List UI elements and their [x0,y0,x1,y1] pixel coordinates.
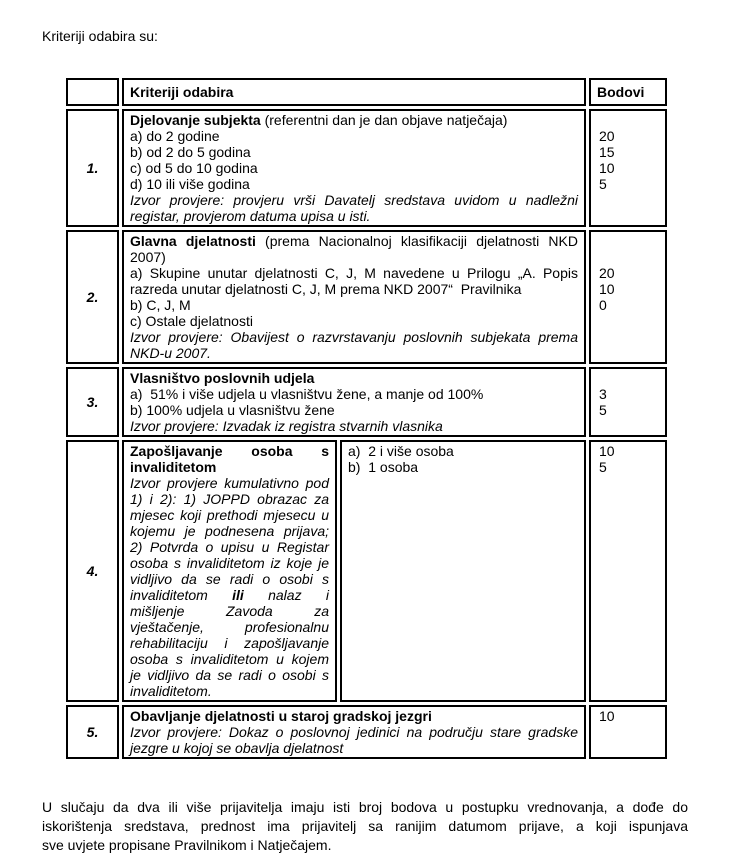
criterion-title: Djelovanje subjekta (referentni dan je dan objave natječaja) [130,112,508,128]
criteria-table [63,75,670,762]
header-criteria-cell: Kriteriji odabira [122,78,586,106]
source-note: Izvor provjere: provjeru vrši Davatelj sredstava uvidom u nadležni [130,192,578,208]
row-number: 4. [66,440,119,702]
source-note: Izvor provjere kumulativno pod [130,475,329,491]
points-value: 10 [599,160,615,176]
points-value: 0 [599,297,607,313]
intro-text: Kriteriji odabira su: [42,28,158,44]
footer-line: sve uvjete propisane Pravilnikom i Natječajem. [42,837,332,853]
points-cell [589,440,667,702]
criterion-option: b) 100% udjela u vlasništvu žene [130,402,335,418]
points-value: 20 [599,265,615,281]
row-number: 5. [66,705,119,759]
source-note: vještačenje, profesionalnu [130,619,329,635]
source-note: je vidljivo da se radi o osobi s [130,667,329,683]
footer-line: U slučaju da dva ili više prijavitelja imaju isti broj bodova u postupku vrednovanja, a dođe do [42,799,688,815]
source-note: 1) i 2): 1) JOPPD obrazac za [130,491,329,507]
table-row [66,705,667,759]
criterion-option: b) C, J, M [130,297,191,313]
points-value: 5 [599,176,607,192]
points-value: 3 [599,386,607,402]
criteria-cell [122,230,586,364]
source-note: invaliditetom ili nalaz i [130,587,329,603]
source-note: Izvor provjere: Dokaz o poslovnoj jedinici na području stare gradske [130,724,578,740]
criterion-option: d) 10 ili više godina [130,176,250,192]
source-note: invaliditetom. [130,683,212,699]
criterion-title: Zapošljavanje osoba s [130,443,329,459]
points-value: 5 [599,459,607,475]
criterion-option: a) Skupine unutar djelatnosti C, J, M navedene u Prilogu „A. Popis [130,265,578,281]
source-note: mjesec koji prethodi mjesecu u [130,507,329,523]
header-points-cell: Bodovi [589,78,667,106]
criterion-title: Vlasništvo poslovnih udjela [130,370,315,386]
criterion-option: a) 2 i više osoba [348,443,454,459]
criterion-title: invaliditetom [130,459,217,475]
row-number: 3. [66,367,119,437]
points-cell [589,367,667,437]
criterion-title: Glavna djelatnosti (prema Nacionalnoj klasifikaciji djelatnosti NKD [130,233,578,249]
source-note: osoba s invaliditetom u kojem [130,651,329,667]
criterion-option: razreda unutar djelatnosti C, J, M prema NKD 2007“ Pravilnika [130,281,522,297]
points-value: 15 [599,144,615,160]
points-cell [589,705,667,759]
criterion-option: c) Ostale djelatnosti [130,313,253,329]
criteria-cell [122,109,586,227]
criterion-title: Obavljanje djelatnosti u staroj gradskoj jezgri [130,708,432,724]
criterion-title: 2007) [130,249,166,265]
criterion-option: b) od 2 do 5 godina [130,144,251,160]
criterion-option: c) od 5 do 10 godina [130,160,258,176]
source-note: NKD-u 2007. [130,345,211,361]
source-note: rehabilitaciju i zapošljavanje [130,635,329,651]
source-note: 2) Potvrda o upisu u Registar [130,539,329,555]
points-value: 20 [599,128,615,144]
criterion-option: b) 1 osoba [348,459,419,475]
row-number: 2. [66,230,119,364]
footer-paragraph [42,798,688,855]
points-cell [589,230,667,364]
source-note: osoba s invaliditetom iz koje je [130,555,329,571]
header-empty-cell [66,78,119,106]
row-number: 1. [66,109,119,227]
table-row [66,440,667,702]
source-note: vidljivo da se radi o osobi s [130,571,329,587]
criteria-cell-right [340,440,586,702]
points-value: 5 [599,402,607,418]
table-row [66,230,667,364]
criteria-cell [122,705,586,759]
table-row [66,109,667,227]
source-note: Izvor provjere: Izvadak iz registra stvarnih vlasnika [130,418,443,434]
footer-line: iskorištenja sredstava, prednost ima prijavitelj sa ranijim datumom prijave, a koji ispunjava [42,818,688,834]
source-note: registar, provjerom datuma upisa u isti. [130,208,371,224]
points-value: 10 [599,708,615,724]
source-note: mišljenje Zavoda za [130,603,329,619]
table-header-row [66,78,667,106]
source-note: kojemu je podnesena prijava; [130,523,329,539]
source-note: jezgre u kojoj se obavlja djelatnost [130,740,344,756]
points-cell [589,109,667,227]
criterion-option: a) do 2 godine [130,128,220,144]
points-value: 10 [599,281,615,297]
criterion-option: a) 51% i više udjela u vlasništvu žene, a manje od 100% [130,386,484,402]
criteria-cell [122,367,586,437]
points-value: 10 [599,443,615,459]
source-note: Izvor provjere: Obavijest o razvrstavanju poslovnih subjekata prema [130,329,578,345]
table-row [66,367,667,437]
criteria-cell-left [122,440,337,702]
